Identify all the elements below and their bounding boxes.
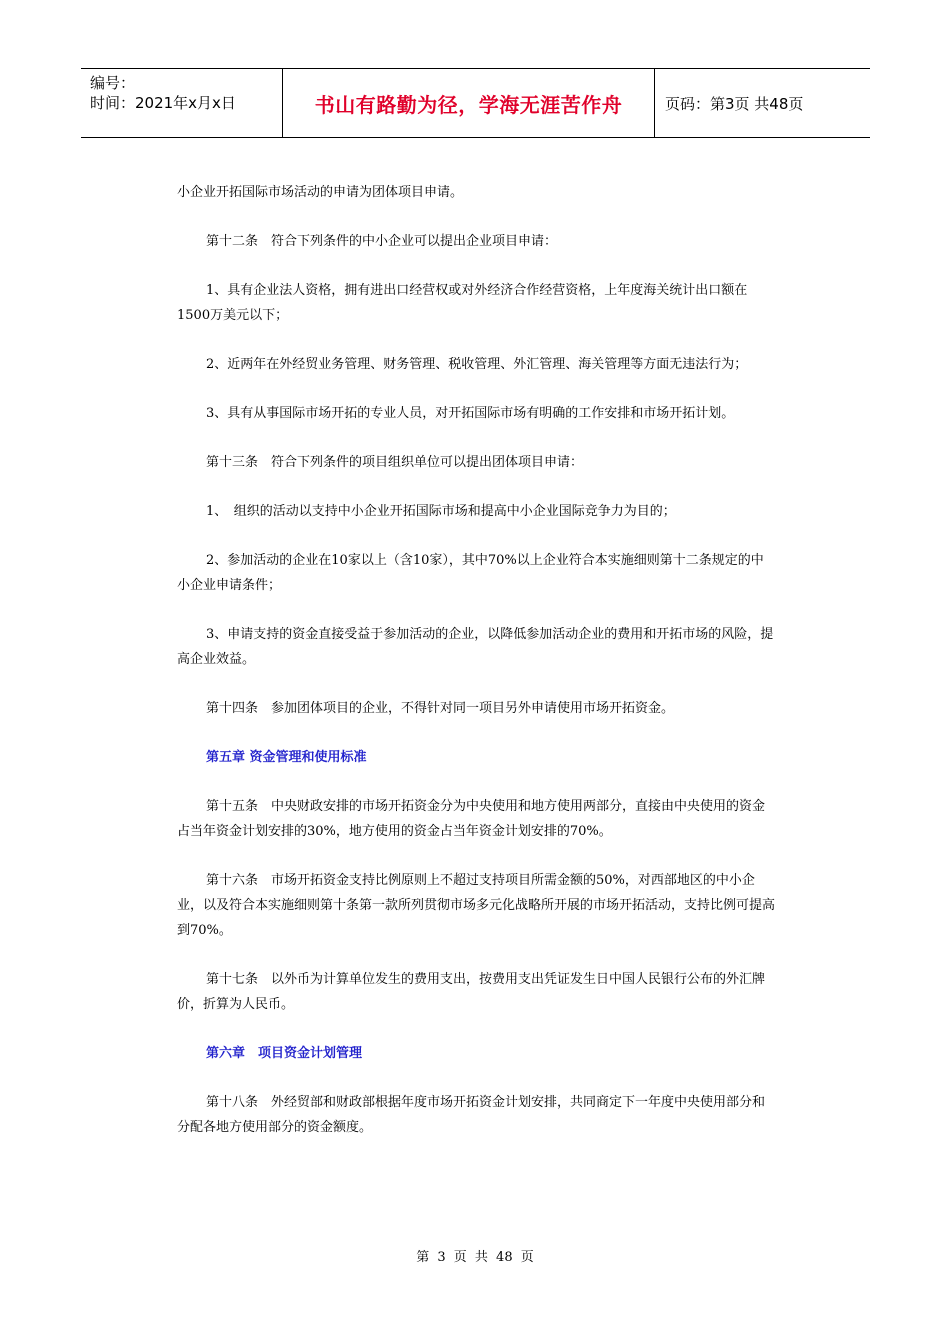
page-header <box>81 68 870 138</box>
document-body <box>177 180 775 1164</box>
header-page-info: 页码：第3页 共48页 <box>665 94 804 113</box>
article-15: 第十五条 中央财政安排的市场开拓资金分为中央使用和地方使用两部分，直接由中央使用的资金占当年资金计划安排的30%，地方使用的资金占当年资金计划安排的70%。 <box>177 799 766 839</box>
list-item: 1、 组织的活动以支持中小企业开拓国际市场和提高中小企业国际竞争力为目的； <box>206 504 676 519</box>
article-14: 第十四条 参加团体项目的企业，不得针对同一项目另外申请使用市场开拓资金。 <box>206 701 675 716</box>
number-label: 编号： <box>90 74 136 92</box>
list-item: 3、申请支持的资金直接受益于参加活动的企业，以降低参加活动企业的费用和开拓市场的风险，提高企业效益。 <box>177 627 774 667</box>
list-item: 2、参加活动的企业在10家以上（含10家），其中70%以上企业符合本实施细则第十二条规定的中小企业申请条件； <box>177 553 764 593</box>
page-footer: 第 3 页 共 48 页 <box>416 1250 534 1265</box>
header-meta <box>81 69 283 137</box>
time-label: 时间：2021年x月x日 <box>90 94 236 112</box>
list-item: 2、近两年在外经贸业务管理、财务管理、税收管理、外汇管理、海关管理等方面无违法行为； <box>206 357 748 372</box>
article-13: 第十三条 符合下列条件的项目组织单位可以提出团体项目申请： <box>206 455 584 470</box>
list-item: 1、具有企业法人资格，拥有进出口经营权或对外经济合作经营资格，上年度海关统计出口额在1500万美元以下； <box>177 283 748 323</box>
chapter-heading-5: 第五章 资金管理和使用标准 <box>206 750 367 765</box>
list-item: 3、具有从事国际市场开拓的专业人员，对开拓国际市场有明确的工作安排和市场开拓计划。 <box>206 406 735 421</box>
chapter-heading-6: 第六章 项目资金计划管理 <box>206 1046 363 1061</box>
article-17: 第十七条 以外币为计算单位发生的费用支出，按费用支出凭证发生日中国人民银行公布的外汇牌价，折算为人民币。 <box>177 972 766 1012</box>
paragraph: 小企业开拓国际市场活动的申请为团体项目申请。 <box>177 185 464 200</box>
article-16: 第十六条 市场开拓资金支持比例原则上不超过支持项目所需金额的50%，对西部地区的中小企业，以及符合本实施细则第十条第一款所列贯彻市场多元化战略所开展的市场开拓活动，支持比例可提高到70%。 <box>177 873 776 938</box>
article-12: 第十二条 符合下列条件的中小企业可以提出企业项目申请： <box>206 234 558 249</box>
article-18: 第十八条 外经贸部和财政部根据年度市场开拓资金计划安排，共同商定下一年度中央使用部分和分配各地方使用部分的资金额度。 <box>177 1095 766 1135</box>
header-motto: 书山有路勤为径，学海无涯苦作舟 <box>283 69 655 137</box>
